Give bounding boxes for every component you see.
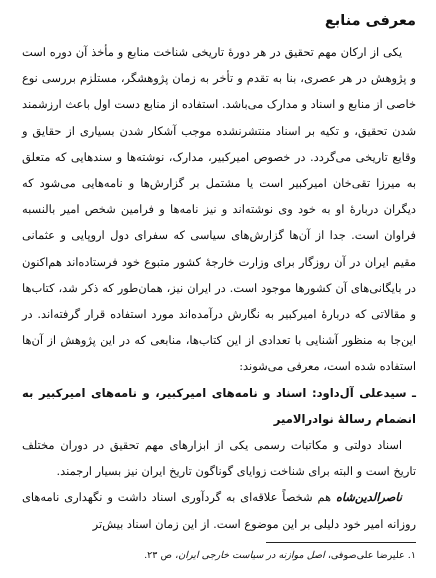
document-page — [22, 10, 416, 570]
footnote-divider — [266, 542, 416, 543]
source-paragraph: اسناد دولتی و مکاتبات رسمی یکی از ابزارهای مهم تحقیق در دوران مختلف تاریخ است و البته برای شناخت زوایای گوناگون تاریخ ایران نیز بسیار ارجمند. — [22, 438, 416, 479]
footnote-title: اصل موازنه در سیاست خارجی ایران — [178, 550, 325, 561]
section-heading: معرفی منابع — [324, 13, 416, 29]
footnote — [22, 548, 416, 564]
emphasized-name: ناصرالدین‌شاه — [335, 490, 402, 505]
naser-paragraph — [22, 484, 416, 536]
source-subheading: ـ سیدعلی آل‌داود: اسناد و نامه‌های امیرکبیر، و نامه‌های امیرکبیر به انضمام رسالهٔ نوادرالامیر — [22, 385, 416, 426]
intro-paragraph: یکی از ارکان مهم تحقیق در هر دورهٔ تاریخی شناخت منابع و مأخذ آن دوره است و پژوهش در هر عصری، بنا به تقدم و تأخر به زمان پژوهشگر، مستلزم بررسی نوع خاصی از منابع و اسناد و مدارک می‌باشد. استفاده از منابع دست اول باعث ارزشمند شدن تحقیق، و تکیه بر اسناد منتشرنشده موجب آشکار شدن بسیاری از حقایق و وقایع تاریخی می‌گردد. در خصوص امیرکبیر، مدارک، نوشته‌ها و سندهایی که متعلق به میرزا تقی‌خان امیرکبیر است یا مشتمل بر گزارش‌ها و نامه‌هایی می‌شود که دیگران دربارهٔ او به خود وی نوشته‌اند و نیز نامه‌ها و فرامین شخص امیر بالنسبه فراوان است. جدا از آن‌ها گزارش‌های سیاسی که سفرای دول اروپایی و عثمانی مقیم ایران در آن روزگار برای وزارت خارجهٔ کشور متبوع خود فرستاده‌اند هم‌اکنون در بایگانی‌های آن کشورها موجود است. در ایران نیز، همان‌طور که ذکر شد، کتاب‌ها و مقالاتی که دربارهٔ امیرکبیر به نگارش درآمده‌اند مورد استفاده قرار گرفته‌اند. در این‌جا به منظور آشنایی با تعدادی از این کتاب‌ها، منابعی که در این پژوهش از آن‌ها استفاده شده است، معرفی می‌شوند: — [22, 45, 416, 374]
naser-paragraph-text: هم شخصاً علاقه‌ای به گردآوری اسناد داشت و نگهداری نامه‌های روزانه امیر خود دلیلی بر این موضوع است. از این زمان اسناد بیش‌تر — [22, 490, 416, 531]
footnote-author: علیرضا علی‌صوفی، — [324, 550, 408, 561]
footnote-number: ۱. — [407, 550, 416, 561]
footnote-page: ، ص ۲۳. — [144, 550, 179, 561]
